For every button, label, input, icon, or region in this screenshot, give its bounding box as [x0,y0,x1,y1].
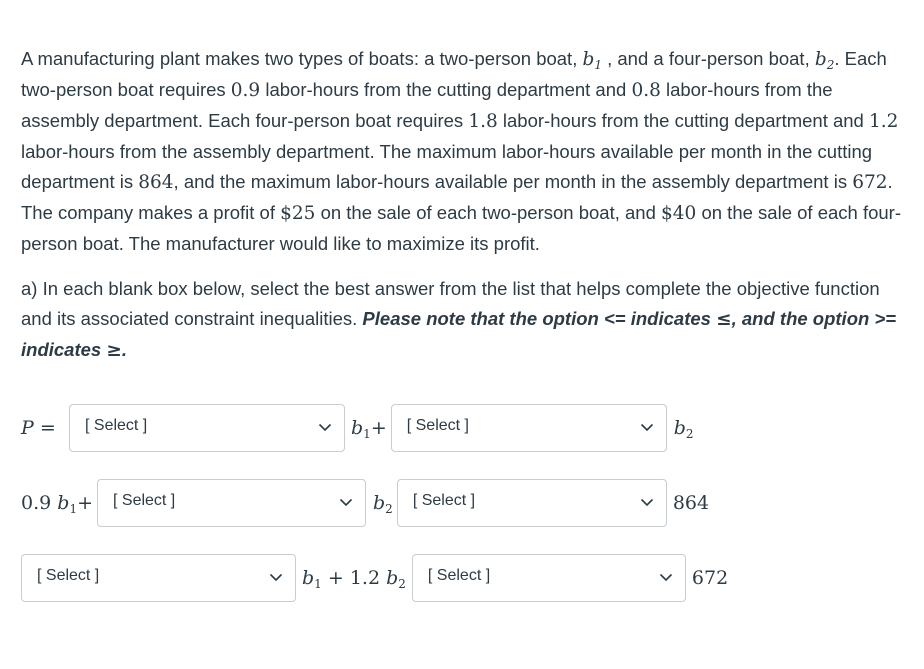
chevron-down-icon [659,573,673,582]
objective-term2: $b_2$ [673,417,694,441]
objective-coef1-select[interactable]: [ Select ] [69,404,345,452]
constraint1-coef-select[interactable]: [ Select ] [97,479,366,527]
var-b1: $b_1$ [582,49,602,72]
value-profit-four: $40 [661,203,697,224]
chevron-down-icon [640,423,654,432]
constraint2-inequality-select[interactable]: [ Select ] [412,554,686,602]
value-asm-two: 0.8 [631,80,661,101]
constraint1-rhs: 864 [672,492,710,514]
value-asm-four: 1.2 [868,111,899,132]
problem-paragraph: A manufacturing plant makes two types of boats: a two-person boat, $b_1$ , and a four-person boat, $b_2$. Each two-person boat requires 0.9 labor-hours from the cutting department and 0.8 labor-hours from the assembly department. Each four-person boat requires 1.8 labor-hours from the cutting department and 1.2 labor-hours from the assembly department. The maximum labor-hours available per month in the cutting department is 864, and the maximum labor-hours available per month in the assembly department is 672. The company makes a profit of $25 on the sale of each two-person boat, and $40 on the sale of each four-person boat. The manufacturer would like to maximize its profit. [21,48,901,254]
value-asm-max: 672 [852,172,888,193]
objective-lhs: P = [21,417,56,439]
constraint1-term2: $b_2$ [373,492,393,516]
value-cut-max: 864 [138,172,174,193]
chevron-down-icon [318,423,332,432]
chevron-down-icon [339,498,353,507]
chevron-down-icon [269,573,283,582]
constraint2-rhs: 672 [691,567,729,589]
var-b2: $b_2$ [814,49,835,72]
problem-statement [21,44,901,366]
value-cut-two: 0.9 [230,80,261,101]
constraint2-middle: $b_1 + 1.2$ $b_2$ [302,567,406,591]
constraint1-inequality-select[interactable]: [ Select ] [397,479,667,527]
objective-term1: $b_1+$ [351,417,387,441]
chevron-down-icon [640,498,654,507]
objective-row [21,404,694,452]
constraint1-lhs: 0.9 $b_1+$ [21,492,93,516]
value-cut-four: 1.8 [468,111,498,132]
objective-coef2-select[interactable]: [ Select ] [391,404,667,452]
constraint2-row [21,554,728,602]
constraint2-coef-select[interactable]: [ Select ] [21,554,296,602]
option-note: Please note that the option <= indicates ≤, and the option >= indicates ≥. [21,308,897,361]
constraint1-row [21,479,709,527]
part-a-instructions: a) In each blank box below, select the best answer from the list that helps complete the objective function and its associated constraint inequalities. Please note that the option <= indicates ≤, and the option >= indicates ≥. [21,278,897,361]
value-profit-two: $25 [280,203,316,224]
